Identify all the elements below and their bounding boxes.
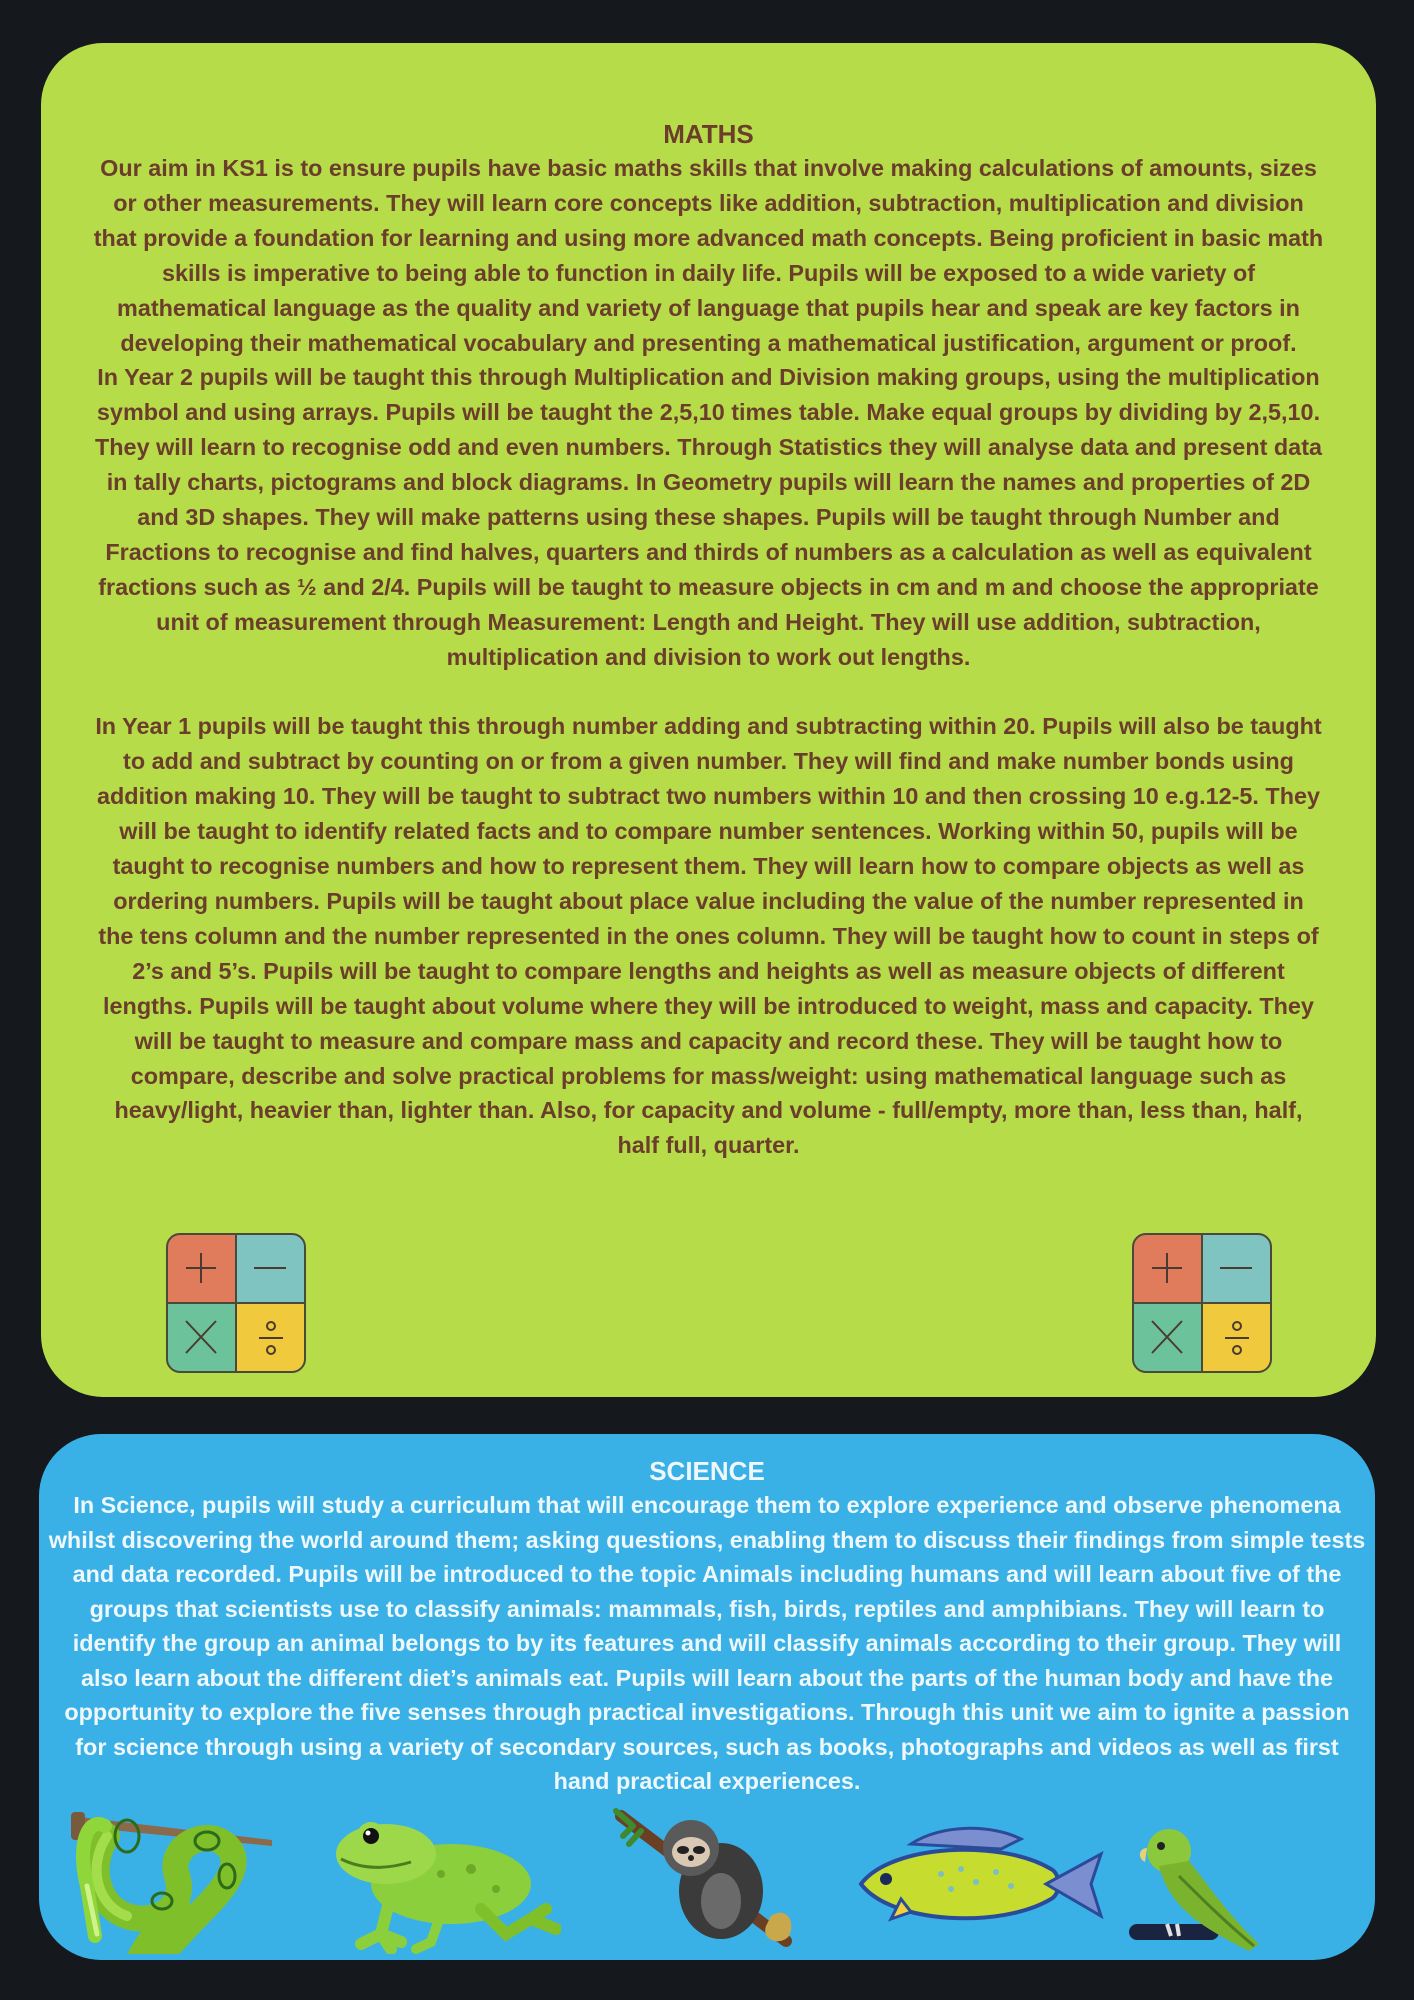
science-body <box>47 1488 1367 1799</box>
frog-icon <box>331 1814 561 1954</box>
calculator-operations-icon <box>1132 1233 1272 1373</box>
science-panel <box>39 1434 1375 1960</box>
maths-paragraph-aim: Our aim in KS1 is to ensure pupils have basic maths skills that involve making calculations of amounts, sizes or other measurements. They will learn core concepts like addition, subtraction, multiplication and division that provide a foundation for learning and using more advanced math concepts. Being proficient in basic math skills is imperative to being able to function in daily life. Pupils will be exposed to a wide variety of mathematical language as the quality and variety of language that pupils hear and speak are key factors in developing their mathematical vocabulary and presenting a mathematical justification, argument or proof. <box>93 155 1324 356</box>
maths-panel <box>41 43 1376 1397</box>
maths-paragraph-year1: In Year 1 pupils will be taught this through number adding and subtracting within 20. Pupils will also be taught to add and subtract by counting on or from a given number. They will find and make number bonds using addition making 10. They will be taught to subtract two numbers within 10 and then crossing 10 e.g.12-5. They will be taught to identify related facts and to compare number sentences. Working within 50, pupils will be taught to recognise numbers and how to represent them. They will learn how to compare objects as well as ordering numbers. Pupils will be taught about place value including the value of the number represented in the tens column and the number represented in the ones column. They will be taught how to count in steps of 2’s and 5’s. Pupils will be taught to compare lengths and heights as well as measure objects of different lengths. Pupils will be taught about volume where they will be introduced to weight, mass and capacity. They will be taught to measure and compare mass and capacity and record these. They will be taught how to compare, describe and solve practical problems for mass/weight: using mathematical language such as heavy/light, heavier than, lighter than. Also, for capacity and volume - full/empty, more than, less than, half, half full, quarter. <box>95 713 1322 1159</box>
parrot-icon <box>1129 1826 1279 1956</box>
maths-title: MATHS <box>663 119 754 149</box>
sloth-icon <box>611 1806 801 1956</box>
fish-icon <box>851 1824 1111 1944</box>
snake-icon <box>67 1806 277 1954</box>
maths-body <box>93 151 1324 1163</box>
maths-paragraph-year2: In Year 2 pupils will be taught this through Multiplication and Division making groups, using the multiplication symbol and using arrays. Pupils will be taught the 2,5,10 times table. Make equal groups by dividing by 2,5,10. They will learn to recognise odd and even numbers. Through Statistics they will analyse data and present data in tally charts, pictograms and block diagrams. In Geometry pupils will learn the names and properties of 2D and 3D shapes. They will make patterns using these shapes. Pupils will be taught through Number and Fractions to recognise and find halves, quarters and thirds of numbers as a calculation as well as equivalent fractions such as ½ and 2/4. Pupils will be taught to measure objects in cm and m and choose the appropriate unit of measurement through Measurement: Length and Height. They will use addition, subtraction, multiplication and division to work out lengths. <box>94 364 1322 670</box>
science-title: SCIENCE <box>649 1456 765 1486</box>
calculator-operations-icon <box>166 1233 306 1373</box>
science-paragraph: In Science, pupils will study a curriculum that will encourage them to explore experience and observe phenomena whilst discovering the world around them; asking questions, enabling them to discuss their findings from simple tests and data recorded. Pupils will be introduced to the topic Animals including humans and will learn about five of the groups that scientists use to classify animals: mammals, fish, birds, reptiles and amphibians. They will learn to identify the group an animal belongs to by its features and will classify animals according to their group. They will also learn about the different diet’s animals eat. Pupils will learn about the parts of the human body and have the opportunity to explore the five senses through practical investigations. Through this unit we aim to ignite a passion for science through using a variety of secondary sources, such as books, photographs and videos as well as first hand practical experiences. <box>48 1492 1366 1794</box>
